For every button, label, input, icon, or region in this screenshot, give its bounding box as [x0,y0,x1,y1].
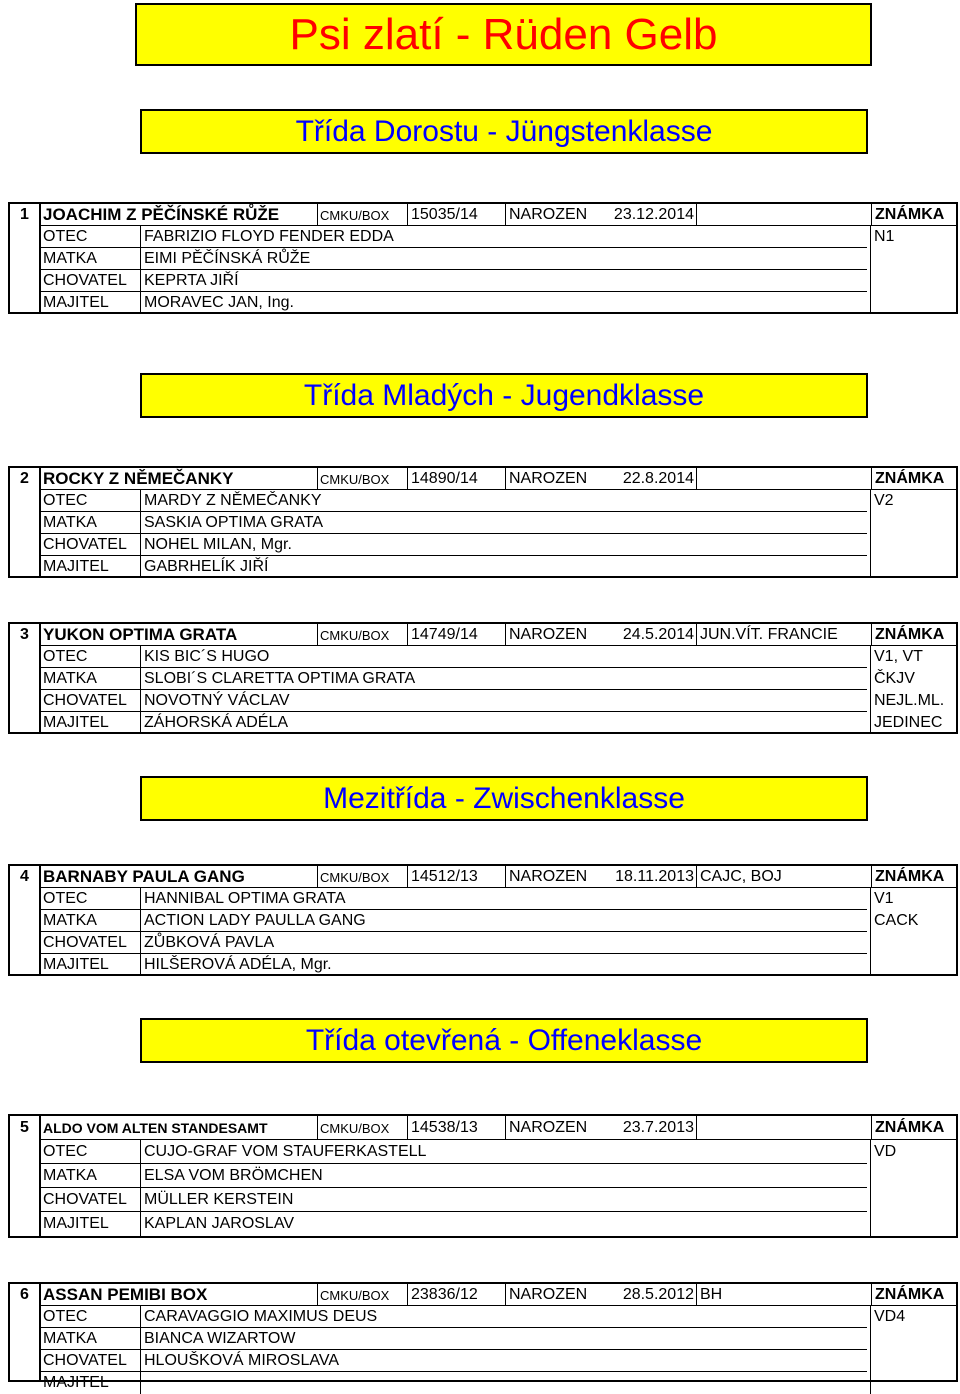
grade-value: VD4 [874,1308,906,1325]
grade-value: NEJL.ML. [874,692,945,709]
birth-date: 23.7.2013 [622,1119,694,1136]
entry-header-row [10,204,956,226]
entry-5 [8,1114,958,1238]
grade-value [871,954,956,976]
birth-date: 24.5.2014 [622,626,694,643]
grade-value [871,1372,956,1394]
pedigree-row-majitel [10,1372,956,1394]
chovatel-value: ZŮBKOVÁ PAVLA [141,932,871,954]
dog-name: BARNABY PAULA GANG [43,867,245,886]
entry-6 [8,1282,958,1391]
dog-titles [696,468,871,490]
registration-number: 14538/13 [407,1116,505,1140]
pedigree-row-matka [10,512,956,534]
majitel-label: MAJITEL [41,1212,141,1236]
grade-value [871,1164,956,1188]
matka-value: EIMI PĚČÍNSKÁ RŮŽE [141,248,871,270]
section-title: Mezitřída - Zwischenklasse [140,776,868,821]
number-column-border [39,204,41,312]
grade-label: ZNÁMKA [871,468,956,490]
chovatel-label: CHOVATEL [41,270,141,292]
pedigree-row-chovatel [10,932,956,954]
matka-label: MATKA [41,1328,141,1350]
entry-1 [8,202,958,314]
pedigree-row-otec [10,226,956,248]
pedigree-row-otec [10,1306,956,1328]
chovatel-label: CHOVATEL [41,1350,141,1372]
pedigree-row-majitel [10,954,956,976]
dog-titles: BH [696,1284,871,1306]
born-label: NAROZEN [505,468,597,490]
otec-label: OTEC [41,646,141,668]
entry-number: 2 [10,468,41,490]
section-title: Třída Dorostu - Jüngstenklasse [140,109,868,154]
grade-value [871,248,956,270]
otec-label: OTEC [41,1306,141,1328]
grade-value [871,932,956,954]
matka-label: MATKA [41,668,141,690]
grade-label: ZNÁMKA [871,204,956,226]
majitel-label: MAJITEL [41,556,141,578]
number-column-border [39,1116,41,1236]
pedigree-row-majitel [10,292,956,314]
otec-value: HANNIBAL OPTIMA GRATA [141,888,871,910]
otec-value: CARAVAGGIO MAXIMUS DEUS [141,1306,871,1328]
grade-value: JEDINEC [874,714,943,731]
dog-name: ASSAN PEMIBI BOX [43,1285,208,1304]
pedigree-row-otec [10,646,956,668]
grade-value [871,534,956,556]
dog-name: ROCKY Z NĚMEČANKY [43,469,234,488]
matka-value: ELSA VOM BRÖMCHEN [141,1164,871,1188]
entry-header-row [10,1284,956,1306]
entry-number: 3 [10,624,41,646]
dog-name: YUKON OPTIMA GRATA [43,625,238,644]
otec-label: OTEC [41,888,141,910]
dog-name: ALDO VOM ALTEN STANDESAMT [43,1120,268,1136]
entry-4 [8,864,958,976]
majitel-label: MAJITEL [41,1372,141,1394]
entry-2 [8,466,958,578]
registration-number: 23836/12 [407,1284,505,1306]
section-title: Třída Mladých - Jugendklasse [140,373,868,418]
born-label: NAROZEN [505,204,597,226]
grade-value: CACK [874,912,919,929]
pedigree-row-chovatel [10,1350,956,1372]
entry-header-row [10,866,956,888]
grade-value: VD [874,1143,897,1160]
otec-value: KIS BIC´S HUGO [141,646,871,668]
registration-number: 14890/14 [407,468,505,490]
grade-value [871,556,956,578]
registration-number: 14512/13 [407,866,505,888]
grade-value: N1 [874,228,895,245]
majitel-value: HILŠEROVÁ ADÉLA, Mgr. [141,954,871,976]
chovatel-value: MÜLLER KERSTEIN [141,1188,871,1212]
number-column-border [39,866,41,974]
matka-value: ACTION LADY PAULLA GANG [141,910,871,932]
grade-value [871,270,956,292]
born-label: NAROZEN [505,624,597,646]
grade-value: V1 [874,890,894,907]
chovatel-label: CHOVATEL [41,1188,141,1212]
chovatel-value: HLOUŠKOVÁ MIROSLAVA [141,1350,871,1372]
pedigree-row-matka [10,910,956,932]
chovatel-label: CHOVATEL [41,932,141,954]
chovatel-value: NOHEL MILAN, Mgr. [141,534,871,556]
grade-label: ZNÁMKA [871,1116,956,1140]
entry-header-row [10,1116,956,1140]
grade-value [871,1350,956,1372]
number-column-border [39,1284,41,1380]
grade-label: ZNÁMKA [871,624,956,646]
majitel-value [141,1372,871,1394]
majitel-label: MAJITEL [41,954,141,976]
pedigree-row-matka [10,248,956,270]
pedigree-row-chovatel [10,690,956,712]
section-title: Třída otevřená - Offeneklasse [140,1018,868,1063]
pedigree-row-majitel [10,712,956,734]
chovatel-label: CHOVATEL [41,690,141,712]
pedigree-row-chovatel [10,534,956,556]
cmku-label: CMKU/BOX [317,204,407,226]
grade-value: ČKJV [874,670,915,687]
matka-value: SASKIA OPTIMA GRATA [141,512,871,534]
pedigree-row-otec [10,888,956,910]
grade-value: V2 [874,492,894,509]
majitel-value: KAPLAN JAROSLAV [141,1212,871,1236]
entry-number: 5 [10,1116,41,1140]
majitel-value: GABRHELÍK JIŘÍ [141,556,871,578]
entry-number: 1 [10,204,41,226]
pedigree-row-matka [10,668,956,690]
majitel-label: MAJITEL [41,712,141,734]
pedigree-row-majitel [10,556,956,578]
pedigree-row-matka [10,1164,956,1188]
matka-value: BIANCA WIZARTOW [141,1328,871,1350]
matka-label: MATKA [41,512,141,534]
grade-label: ZNÁMKA [871,866,956,888]
chovatel-label: CHOVATEL [41,534,141,556]
pedigree-row-matka [10,1328,956,1350]
dog-titles [696,204,871,226]
number-column-border [39,624,41,732]
born-label: NAROZEN [505,866,597,888]
matka-label: MATKA [41,248,141,270]
birth-date: 23.12.2014 [613,206,694,223]
cmku-label: CMKU/BOX [317,866,407,888]
grade-value: V1, VT [874,648,923,665]
grade-value [871,292,956,314]
entry-header-row [10,624,956,646]
majitel-label: MAJITEL [41,292,141,314]
page-title: Psi zlatí - Rüden Gelb [135,3,872,66]
grade-value [871,1188,956,1212]
registration-number: 14749/14 [407,624,505,646]
cmku-label: CMKU/BOX [317,1284,407,1306]
dog-name: JOACHIM Z PĚČÍNSKÉ RŮŽE [43,205,280,224]
grade-value [871,1328,956,1350]
birth-date: 22.8.2014 [622,470,694,487]
dog-titles: JUN.VÍT. FRANCIE [696,624,871,646]
otec-value: MARDY Z NĚMEČANKY [141,490,871,512]
otec-value: FABRIZIO FLOYD FENDER EDDA [141,226,871,248]
pedigree-row-chovatel [10,1188,956,1212]
entry-number: 6 [10,1284,41,1306]
matka-label: MATKA [41,910,141,932]
matka-label: MATKA [41,1164,141,1188]
entry-number: 4 [10,866,41,888]
registration-number: 15035/14 [407,204,505,226]
matka-value: SLOBI´S CLARETTA OPTIMA GRATA [141,668,871,690]
cmku-label: CMKU/BOX [317,468,407,490]
pedigree-row-otec [10,490,956,512]
born-label: NAROZEN [505,1284,597,1306]
pedigree-row-chovatel [10,270,956,292]
dog-titles: CAJC, BOJ [696,866,871,888]
otec-label: OTEC [41,1140,141,1164]
dog-titles [696,1116,871,1140]
entry-3 [8,622,958,734]
otec-label: OTEC [41,490,141,512]
otec-label: OTEC [41,226,141,248]
pedigree-row-majitel [10,1212,956,1236]
grade-value [871,512,956,534]
grade-value [871,1212,956,1236]
entry-header-row [10,468,956,490]
born-label: NAROZEN [505,1116,597,1140]
chovatel-value: KEPRTA JIŘÍ [141,270,871,292]
chovatel-value: NOVOTNÝ VÁCLAV [141,690,871,712]
otec-value: CUJO-GRAF VOM STAUFERKASTELL [141,1140,871,1164]
majitel-value: ZÁHORSKÁ ADÉLA [141,712,871,734]
number-column-border [39,468,41,576]
grade-label: ZNÁMKA [871,1284,956,1306]
pedigree-row-otec [10,1140,956,1164]
cmku-label: CMKU/BOX [317,1116,407,1140]
cmku-label: CMKU/BOX [317,624,407,646]
birth-date: 18.11.2013 [615,868,694,885]
birth-date: 28.5.2012 [622,1286,694,1303]
majitel-value: MORAVEC JAN, Ing. [141,292,871,314]
